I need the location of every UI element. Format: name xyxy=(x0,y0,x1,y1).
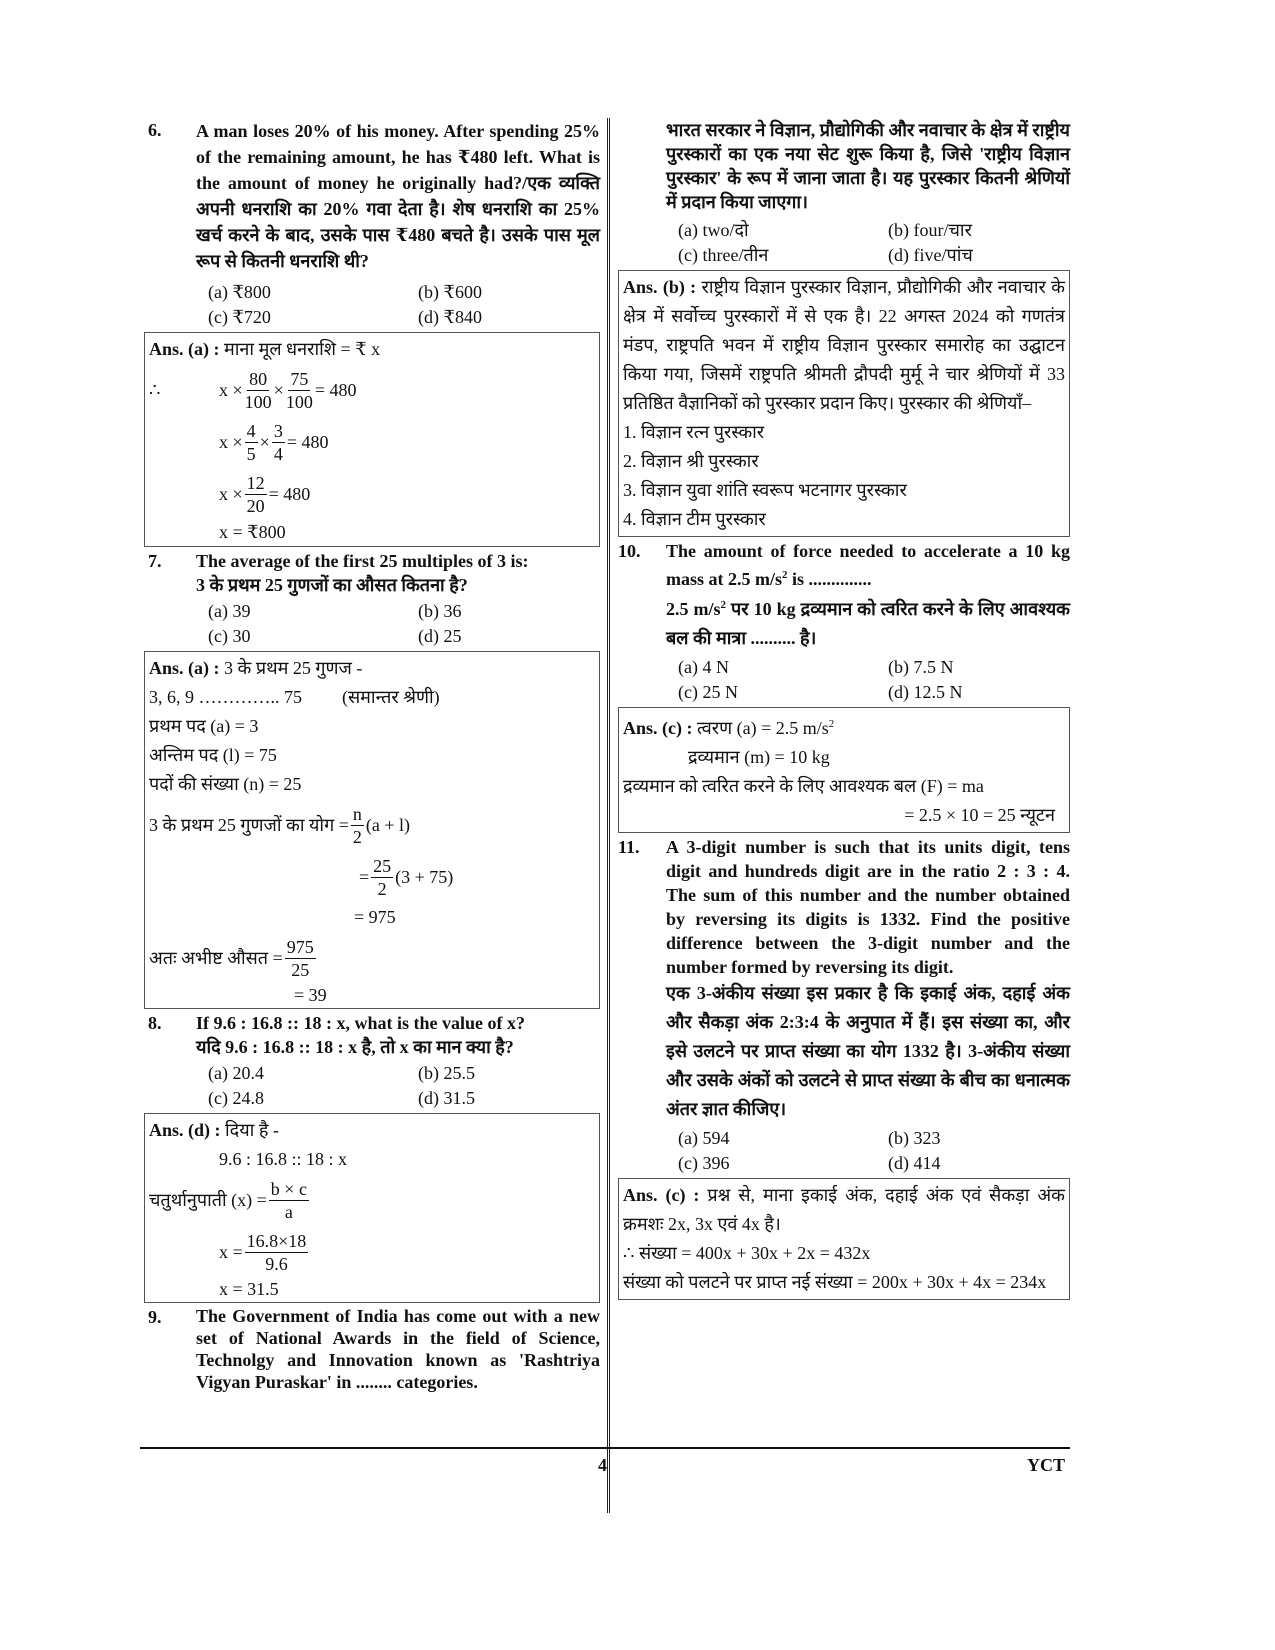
numerator: 25 xyxy=(373,855,392,876)
first-term: प्रथम पद (a) = 3 xyxy=(149,716,259,736)
option-b: (b) 36 xyxy=(418,601,462,621)
question-11-options xyxy=(678,1126,1070,1176)
math-text: x = xyxy=(219,1241,243,1262)
question-text-hi xyxy=(666,591,1070,653)
math-text: x × xyxy=(219,379,243,400)
fraction xyxy=(351,803,364,848)
math-text: = xyxy=(272,947,283,968)
average-label: अतः अभीष्ट औसत xyxy=(149,947,269,968)
option-c: (c) three/तीन xyxy=(678,245,769,265)
series-note: (समान्तर श्रेणी) xyxy=(342,687,440,707)
option-c: (c) 25 N xyxy=(678,682,738,702)
option-a: (a) 594 xyxy=(678,1128,730,1148)
right-column xyxy=(618,118,1070,1302)
question-7-options xyxy=(208,599,600,649)
denominator: 100 xyxy=(244,391,272,412)
option-a: (a) 4 N xyxy=(678,657,729,677)
denominator: 9.6 xyxy=(265,1253,288,1274)
answer-line: प्रश्न से, माना इकाई अंक, दहाई अंक एवं सैकड़ा अंक क्रमशः 2x, 3x एवं 4x है। xyxy=(623,1185,1066,1234)
numerator: 12 xyxy=(246,472,265,493)
question-number: 6. xyxy=(148,120,162,140)
answer-label: Ans. (a) : xyxy=(149,658,220,678)
denominator: 4 xyxy=(273,443,283,464)
question-text-hi: एक 3-अंकीय संख्या इस प्रकार है कि इकाई अंक, दहाई अंक और सैकड़ा अंक 2:3:4 के अनुपात में हैं। इस संख्या का, और इसे उलटने पर प्राप्त संख्या का योग 1332 है। 3-अंकीय संख्या और उसके अंकों को उलटने से प्राप्त संख्या के बीच का धनात्मक अंतर ज्ञात कीजिए। xyxy=(666,983,1070,1119)
math-text: x × xyxy=(219,431,243,452)
text: is .............. xyxy=(787,569,872,589)
answer-box-10 xyxy=(618,707,1070,833)
question-number: 10. xyxy=(618,541,641,561)
fraction xyxy=(285,936,316,981)
fraction xyxy=(269,1178,309,1223)
option-d: (d) five/पांच xyxy=(888,245,973,265)
math-step xyxy=(149,932,595,984)
option-a: (a) ₹800 xyxy=(208,282,271,302)
question-text-hi: यदि 9.6 : 16.8 :: 18 : x है, तो x का मान क्या है? xyxy=(196,1037,514,1057)
question-9-options xyxy=(678,218,1070,268)
question-number-spacer xyxy=(618,118,666,214)
option-d: (d) 25 xyxy=(418,626,462,646)
option-b: (b) four/चार xyxy=(888,220,972,240)
question-11 xyxy=(618,835,1070,1124)
answer-box-11 xyxy=(618,1178,1070,1300)
math-text: = 480 xyxy=(268,483,311,504)
category-item: 1. विज्ञान रत्न पुरस्कार xyxy=(623,422,765,442)
numerator: n xyxy=(352,803,362,824)
question-text-en: The average of the first 25 multiples of 3 is: xyxy=(196,551,529,571)
superscript: 2 xyxy=(828,718,835,730)
numerator: 975 xyxy=(286,936,314,957)
left-column xyxy=(148,118,600,1393)
question-text-en: A 3-digit number is such that its units digit, tens digit and hundreds digit are in the ratio 2 : 3 : 4. The sum of this number and the number obtained by reversing its digits is 1332. Find the positive difference between the 3-digit number and the number formed by reversing its digit. xyxy=(666,837,1070,977)
superscript: 2 xyxy=(720,599,727,611)
answer-intro: दिया है - xyxy=(225,1120,279,1140)
numerator: 75 xyxy=(290,368,309,389)
footer-rule xyxy=(140,1447,1070,1449)
question-number: 7. xyxy=(148,551,162,571)
answer-line: संख्या को पलटने पर प्राप्त नई संख्या = 200x + 30x + 4x = 234x xyxy=(623,1272,1047,1292)
question-text-block xyxy=(196,549,600,597)
category-item: 4. विज्ञान टीम पुरस्कार xyxy=(623,509,766,529)
answer-label: Ans. (c) : xyxy=(623,718,693,738)
series-line xyxy=(149,683,595,712)
answer-line: ∴ संख्या = 400x + 30x + 2x = 432x xyxy=(623,1243,871,1263)
question-text-block xyxy=(196,1011,600,1059)
option-a: (a) two/दो xyxy=(678,220,749,240)
question-6-options xyxy=(208,280,600,330)
answer-label: Ans. (d) : xyxy=(149,1120,221,1140)
question-text-en xyxy=(666,539,1070,591)
math-step xyxy=(149,364,595,416)
option-d: (d) ₹840 xyxy=(418,307,482,327)
question-text-en: The Government of India has come out with a new set of National Awards in the field of Science, Technolgy and Innovation known as 'Rashtriya Vigyan Puraskar' in ........ categories. xyxy=(196,1306,600,1392)
question-number: 11. xyxy=(618,837,640,857)
last-term: अन्तिम पद (l) = 75 xyxy=(149,745,277,765)
answer-box-8 xyxy=(144,1113,600,1303)
denominator: 25 xyxy=(291,959,310,980)
answer-intro: 3 के प्रथम 25 गुणज - xyxy=(224,658,363,678)
question-text-hi: भारत सरकार ने विज्ञान, प्रौद्योगिकी और नवाचार के क्षेत्र में राष्ट्रीय पुरस्कारों का एक नया सेट शुरू किया है, जिसे 'राष्ट्रीय विज्ञान पुरस्कार' के रूप में जाना जाता है। यह पुरस्कार कितनी श्रेणियों में प्रदान किया जाएगा। xyxy=(666,120,1070,212)
math-text: (3 + 75) xyxy=(395,866,454,887)
answer-label: Ans. (c) : xyxy=(623,1185,700,1205)
text: The amount of force needed to accelerate a 10 kg mass at 2.5 m/s xyxy=(666,541,1070,589)
question-8 xyxy=(148,1011,600,1059)
option-d: (d) 31.5 xyxy=(418,1088,475,1108)
fraction xyxy=(272,420,285,465)
page-number: 4 xyxy=(598,1455,607,1475)
fourth-proportional-label: चतुर्थानुपाती (x) xyxy=(149,1189,253,1210)
question-9-continued xyxy=(618,118,1070,214)
denominator: 2 xyxy=(377,878,387,899)
option-b: (b) 323 xyxy=(888,1128,941,1148)
force-formula: द्रव्यमान को त्वरित करने के लिए आवश्यक बल (F) = ma xyxy=(623,776,984,796)
question-10-options xyxy=(678,655,1070,705)
answer-text: राष्ट्रीय विज्ञान पुरस्कार विज्ञान, प्रौद्योगिकी और नवाचार के क्षेत्र में सर्वोच्च पुरस्कारों में से एक है। 22 अगस्त 2024 को गणतंत्र मंडप, राष्ट्रपति भवन में राष्ट्रीय विज्ञान पुरस्कार समारोह का उद्घाटन किया गया, जिसमें राष्ट्रपति श्रीमती द्रौपदी मुर्मू ने चार श्रेणियों में 33 प्रतिष्ठित वैज्ञानिकों को पुरस्कार प्रदान किए। पुरस्कार की श्रेणियाँ– xyxy=(623,277,1065,413)
answer-result: = 2.5 × 10 = 25 न्यूटन xyxy=(904,805,1055,825)
question-text-block xyxy=(666,539,1070,653)
numerator: 3 xyxy=(273,420,283,441)
fraction xyxy=(371,855,393,900)
question-number: 9. xyxy=(148,1307,162,1327)
option-d: (d) 414 xyxy=(888,1153,941,1173)
math-text: = xyxy=(338,814,349,835)
math-text: (a + l) xyxy=(365,814,411,835)
category-item: 3. विज्ञान युवा शांति स्वरूप भटनागर पुरस्कार xyxy=(623,480,907,500)
denominator: 20 xyxy=(246,495,265,516)
option-a: (a) 20.4 xyxy=(208,1063,264,1083)
denominator: a xyxy=(284,1201,293,1222)
math-text: × xyxy=(259,431,270,452)
series: 3, 6, 9 ………….. 75 xyxy=(149,687,302,707)
option-c: (c) ₹720 xyxy=(208,307,271,327)
number-of-terms: पदों की संख्या (n) = 25 xyxy=(149,774,302,794)
question-text-hi: 3 के प्रथम 25 गुणजों का औसत कितना है? xyxy=(196,575,468,595)
numerator: 80 xyxy=(249,368,268,389)
option-c: (c) 396 xyxy=(678,1153,730,1173)
fraction xyxy=(245,368,272,413)
option-b: (b) ₹600 xyxy=(418,282,482,302)
option-c: (c) 24.8 xyxy=(208,1088,264,1108)
math-step xyxy=(149,799,595,851)
math-text: = 480 xyxy=(314,379,357,400)
numerator: 16.8×18 xyxy=(246,1230,307,1251)
category-item: 2. विज्ञान श्री पुरस्कार xyxy=(623,451,759,471)
math-step xyxy=(149,468,595,520)
math-text: × xyxy=(273,379,284,400)
math-text: = xyxy=(256,1189,267,1210)
given-ratio: 9.6 : 16.8 :: 18 : x xyxy=(219,1149,348,1169)
fraction xyxy=(286,368,313,413)
option-a: (a) 39 xyxy=(208,601,251,621)
publisher-brand: YCT xyxy=(1027,1455,1066,1475)
math-step xyxy=(149,1174,595,1226)
text: पर 10 kg द्रव्यमान को त्वरित करने के लिए आवश्यक बल की मात्रा .......... है। xyxy=(666,599,1070,648)
question-text-block xyxy=(666,835,1070,1124)
question-7 xyxy=(148,549,600,597)
math-step xyxy=(149,851,595,903)
math-text: = 480 xyxy=(286,431,329,452)
answer-box-7 xyxy=(144,651,600,1009)
average-result: = 39 xyxy=(294,985,327,1005)
text: 2.5 m/s xyxy=(666,599,721,619)
option-d: (d) 12.5 N xyxy=(888,682,963,702)
denominator: 5 xyxy=(246,443,256,464)
question-text-en: If 9.6 : 16.8 :: 18 : x, what is the value of x? xyxy=(196,1013,525,1033)
answer-box-6 xyxy=(144,332,600,547)
therefore-symbol: ∴ xyxy=(149,379,161,400)
sum-result: = 975 xyxy=(354,907,396,927)
option-b: (b) 25.5 xyxy=(418,1063,475,1083)
numerator: 4 xyxy=(246,420,256,441)
sum-label: 3 के प्रथम 25 गुणजों का योग xyxy=(149,814,335,835)
question-text: A man loses 20% of his money. After spending 25% of the remaining amount, he has ₹480 left. What is the amount of money he originally had?/एक व्यक्ति अपनी धनराशि का 20% गवा देता है। शेष धनराशि का 25% खर्च करने के बाद, उसके पास ₹480 बचते है। उसके पास मूल रूप से कितनी धनराशि थी? xyxy=(196,121,600,271)
question-number: 8. xyxy=(148,1013,162,1033)
numerator: b × c xyxy=(270,1178,307,1199)
answer-result: x = ₹800 xyxy=(219,522,286,542)
math-text: x × xyxy=(219,483,243,504)
fraction xyxy=(245,1230,309,1275)
answer-box-9 xyxy=(618,270,1070,537)
question-8-options xyxy=(208,1061,600,1111)
denominator: 100 xyxy=(285,391,313,412)
math-step xyxy=(149,1226,595,1278)
answer-result: x = 31.5 xyxy=(219,1279,279,1299)
denominator: 2 xyxy=(352,826,362,847)
question-10 xyxy=(618,539,1070,653)
fraction xyxy=(245,472,267,517)
fraction xyxy=(245,420,258,465)
math-step xyxy=(149,416,595,468)
question-6 xyxy=(148,118,600,274)
answer-label: Ans. (a) : xyxy=(149,339,220,359)
acceleration: त्वरण (a) = 2.5 m/s xyxy=(697,718,829,738)
option-c: (c) 30 xyxy=(208,626,251,646)
mass: द्रव्यमान (m) = 10 kg xyxy=(688,747,830,767)
option-b: (b) 7.5 N xyxy=(888,657,954,677)
question-9 xyxy=(148,1305,600,1393)
math-text: = xyxy=(359,866,370,887)
answer-intro: माना मूल धनराशि = ₹ x xyxy=(224,339,381,359)
superscript: 2 xyxy=(782,569,788,581)
answer-label: Ans. (b) : xyxy=(623,277,697,297)
